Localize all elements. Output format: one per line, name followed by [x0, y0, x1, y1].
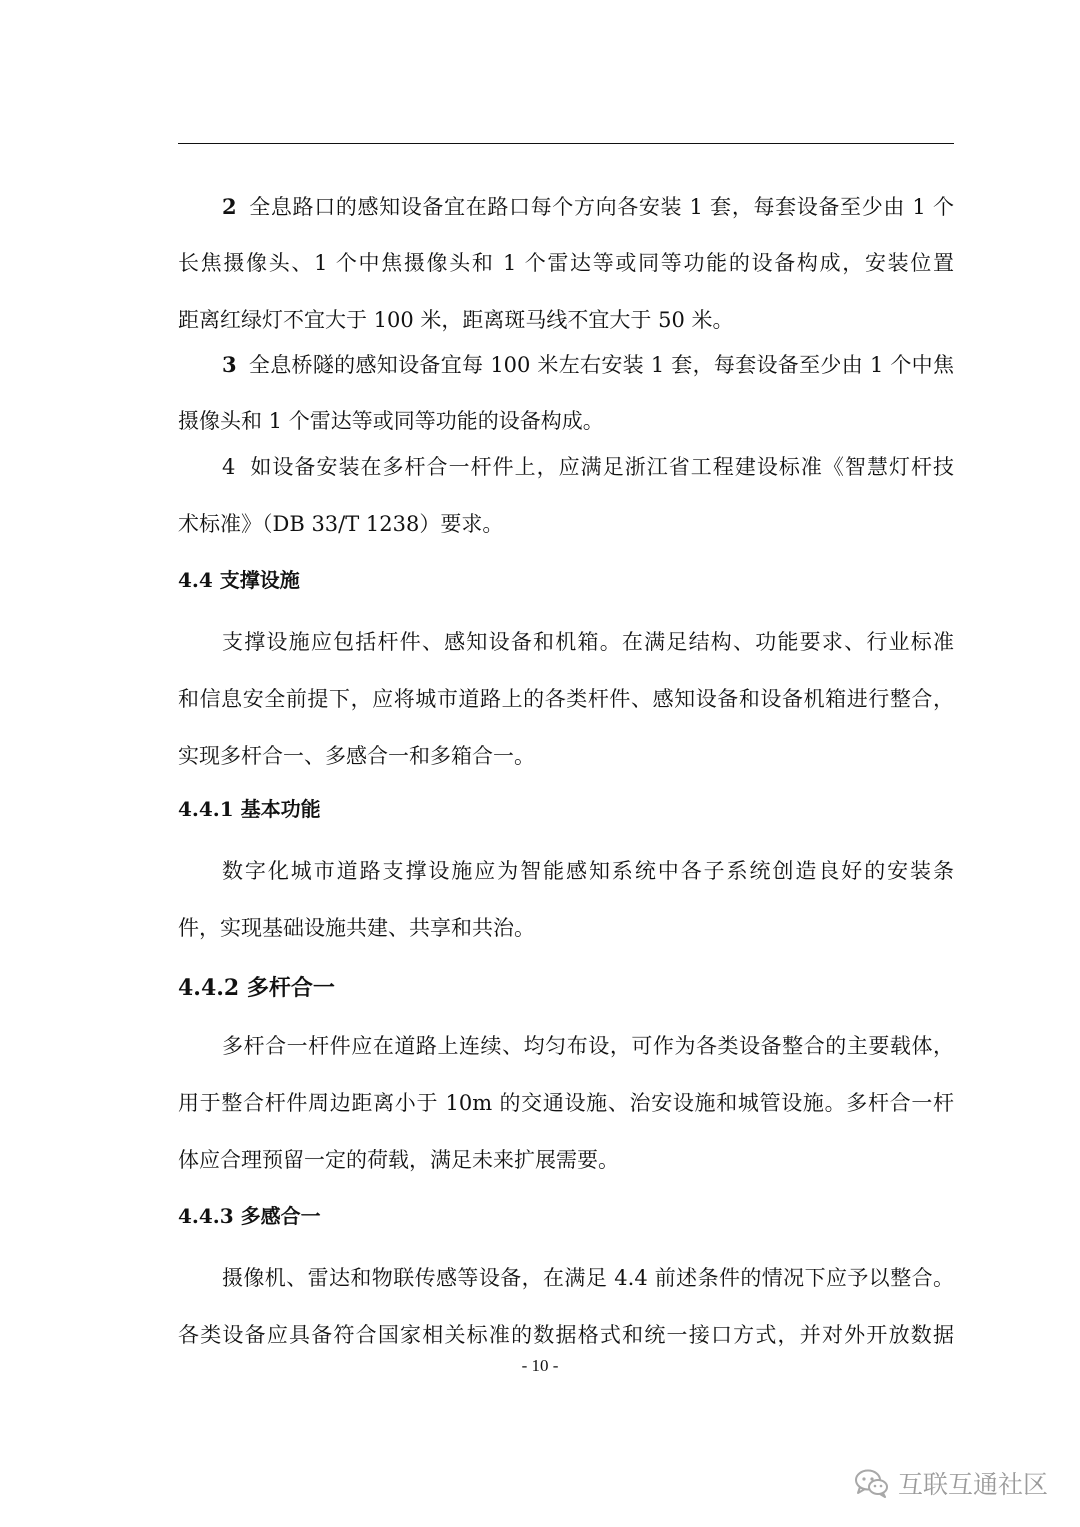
text-line: 和信息安全前提下，应将城市道路上的各类杆件、感知设备和设备机箱进行整合，	[178, 687, 954, 711]
page-number: - 10 -	[521, 1356, 559, 1375]
text-line: 3 全息桥隧的感知设备宜每 100 米左右安装 1 套，每套设备至少由 1 个中焦	[222, 352, 954, 377]
text-line: 支撑设施应包括杆件、感知设备和机箱。在满足结构、功能要求、行业标准	[222, 630, 954, 654]
wechat-icon	[854, 1468, 890, 1498]
item-number: 2	[222, 194, 237, 219]
section-paragraph	[178, 1250, 954, 1364]
text-line: 数字化城市道路支撑设施应为智能感知系统中各子系统创造良好的安装条	[222, 859, 954, 883]
text-line: 距离红绿灯不宜大于 100 米，距离斑马线不宜大于 50 米。	[178, 308, 734, 332]
section-heading: 4.4.1 基本功能	[178, 797, 321, 821]
text-line: 各类设备应具备符合国家相关标准的数据格式和统一接口方式，并对外开放数据	[178, 1323, 954, 1347]
section-heading: 4.4.3 多感合一	[178, 1204, 321, 1228]
item-number: 4	[222, 455, 236, 479]
watermark	[854, 1465, 1048, 1501]
header-rule	[178, 143, 954, 144]
section-heading: 4.4.2 多杆合一	[178, 975, 335, 1001]
section-paragraph	[178, 843, 954, 957]
text-line: 摄像机、雷达和物联传感等设备，在满足 4.4 前述条件的情况下应予以整合。	[222, 1266, 954, 1290]
text-line: 体应合理预留一定的荷载，满足未来扩展需要。	[178, 1148, 619, 1172]
text-line: 多杆合一杆件应在道路上连续、均匀布设，可作为各类设备整合的主要载体，	[222, 1034, 954, 1058]
watermark-text: 互联互通社区	[897, 1470, 1048, 1499]
text-line: 摄像头和 1 个雷达等或同等功能的设备构成。	[178, 409, 604, 433]
text-line: 实现多杆合一、多感合一和多箱合一。	[178, 744, 535, 768]
text-line: 件，实现基础设施共建、共享和共治。	[178, 916, 535, 940]
text-line: 用于整合杆件周边距离小于 10m 的交通设施、治安设施和城管设施。多杆合一杆	[178, 1091, 954, 1115]
text-line: 术标准》（DB 33/T 1238）要求。	[178, 512, 504, 536]
list-item-3	[178, 336, 954, 450]
text-line: 2 全息路口的感知设备宜在路口每个方向各安装 1 套，每套设备至少由 1 个	[222, 194, 954, 219]
item-number: 3	[222, 352, 237, 377]
list-item-4	[178, 439, 954, 553]
section-paragraph	[178, 614, 954, 785]
section-paragraph	[178, 1018, 954, 1189]
text-line: 4 如设备安装在多杆合一杆件上，应满足浙江省工程建设标准《智慧灯杆技	[222, 455, 954, 479]
section-heading: 4.4 支撑设施	[178, 568, 300, 592]
list-item-2	[178, 178, 954, 349]
text-line: 长焦摄像头、1 个中焦摄像头和 1 个雷达等或同等功能的设备构成，安装位置	[178, 251, 954, 275]
